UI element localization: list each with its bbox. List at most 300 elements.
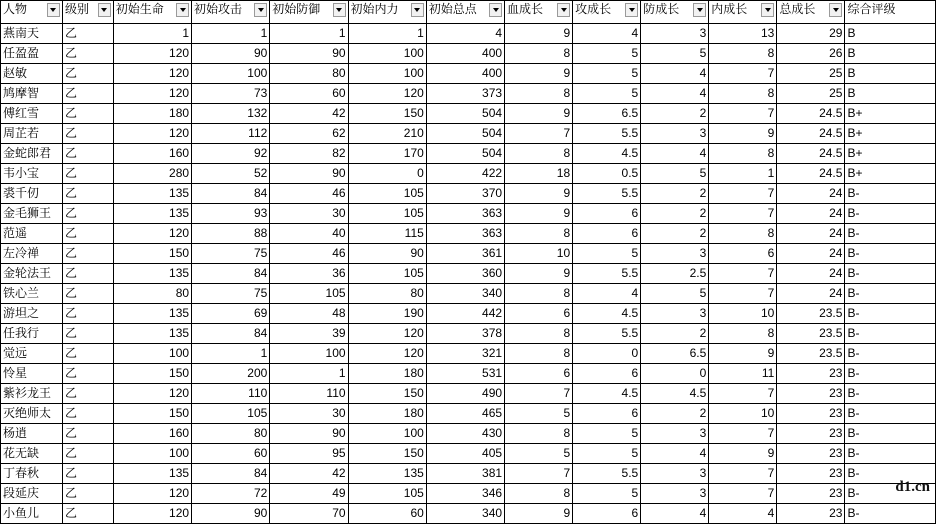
cell-inner[interactable]: 120 [348,344,426,364]
cell-defg[interactable]: 5 [641,164,709,184]
cell-name[interactable]: 任盈盈 [1,44,63,64]
cell-atkg[interactable]: 6 [573,404,641,424]
cell-hpg[interactable]: 18 [505,164,573,184]
cell-hpg[interactable]: 8 [505,84,573,104]
cell-name[interactable]: 灭绝师太 [1,404,63,424]
cell-name[interactable]: 金蛇郎君 [1,144,63,164]
table-row[interactable] [1,144,936,164]
cell-innerg[interactable]: 6 [709,244,777,264]
cell-inner[interactable]: 120 [348,324,426,344]
cell-total[interactable]: 465 [426,404,504,424]
cell-level[interactable]: 乙 [62,224,113,244]
cell-defg[interactable]: 3 [641,304,709,324]
cell-innerg[interactable]: 7 [709,384,777,404]
cell-def[interactable]: 39 [270,324,348,344]
column-header-def-growth[interactable] [641,1,709,24]
cell-rank[interactable]: B- [845,444,936,464]
cell-defg[interactable]: 3 [641,244,709,264]
cell-totalg[interactable]: 24 [777,244,845,264]
cell-atk[interactable]: 112 [192,124,270,144]
cell-totalg[interactable]: 24 [777,204,845,224]
cell-def[interactable]: 60 [270,84,348,104]
table-row[interactable] [1,444,936,464]
cell-defg[interactable]: 4 [641,144,709,164]
table-row[interactable] [1,304,936,324]
cell-hp[interactable]: 120 [113,44,191,64]
cell-defg[interactable]: 2 [641,204,709,224]
cell-hp[interactable]: 135 [113,204,191,224]
cell-atkg[interactable]: 5 [573,44,641,64]
cell-total[interactable]: 373 [426,84,504,104]
cell-hp[interactable]: 150 [113,404,191,424]
cell-atkg[interactable]: 5 [573,84,641,104]
cell-def[interactable]: 36 [270,264,348,284]
cell-def[interactable]: 49 [270,484,348,504]
cell-level[interactable]: 乙 [62,144,113,164]
cell-defg[interactable]: 3 [641,24,709,44]
cell-total[interactable]: 363 [426,204,504,224]
cell-name[interactable]: 丁春秋 [1,464,63,484]
cell-atkg[interactable]: 5 [573,444,641,464]
cell-level[interactable]: 乙 [62,44,113,64]
cell-innerg[interactable]: 8 [709,324,777,344]
cell-atk[interactable]: 90 [192,44,270,64]
cell-defg[interactable]: 2.5 [641,264,709,284]
table-row[interactable] [1,504,936,524]
cell-atk[interactable]: 200 [192,364,270,384]
cell-level[interactable]: 乙 [62,424,113,444]
cell-name[interactable]: 左冷禅 [1,244,63,264]
cell-totalg[interactable]: 23 [777,504,845,524]
cell-rank[interactable]: B- [845,204,936,224]
cell-hp[interactable]: 160 [113,144,191,164]
cell-hpg[interactable]: 9 [505,264,573,284]
cell-totalg[interactable]: 24 [777,184,845,204]
cell-atk[interactable]: 105 [192,404,270,424]
cell-totalg[interactable]: 23 [777,424,845,444]
cell-hpg[interactable]: 8 [505,484,573,504]
cell-inner[interactable]: 100 [348,44,426,64]
cell-hpg[interactable]: 8 [505,324,573,344]
table-row[interactable] [1,64,936,84]
cell-hpg[interactable]: 10 [505,244,573,264]
cell-rank[interactable]: B- [845,384,936,404]
cell-total[interactable]: 381 [426,464,504,484]
column-header-hp-growth[interactable] [505,1,573,24]
cell-rank[interactable]: B- [845,464,936,484]
cell-totalg[interactable]: 24.5 [777,104,845,124]
cell-atkg[interactable]: 6 [573,504,641,524]
filter-dropdown-icon[interactable] [47,3,60,17]
cell-inner[interactable]: 105 [348,204,426,224]
cell-hp[interactable]: 150 [113,364,191,384]
filter-dropdown-icon[interactable] [557,3,570,17]
cell-def[interactable]: 40 [270,224,348,244]
cell-total[interactable]: 405 [426,444,504,464]
cell-hp[interactable]: 180 [113,104,191,124]
cell-hpg[interactable]: 8 [505,344,573,364]
cell-atkg[interactable]: 5.5 [573,124,641,144]
cell-hp[interactable]: 100 [113,444,191,464]
cell-total[interactable]: 400 [426,64,504,84]
cell-rank[interactable]: B+ [845,164,936,184]
column-header-total-growth[interactable] [777,1,845,24]
cell-atk[interactable]: 110 [192,384,270,404]
cell-def[interactable]: 80 [270,64,348,84]
cell-level[interactable]: 乙 [62,264,113,284]
table-row[interactable] [1,104,936,124]
table-row[interactable] [1,44,936,64]
cell-rank[interactable]: B- [845,404,936,424]
cell-innerg[interactable]: 7 [709,284,777,304]
cell-innerg[interactable]: 8 [709,84,777,104]
filter-dropdown-icon[interactable] [693,3,706,17]
cell-innerg[interactable]: 7 [709,104,777,124]
cell-total[interactable]: 490 [426,384,504,404]
cell-inner[interactable]: 150 [348,384,426,404]
cell-defg[interactable]: 4 [641,444,709,464]
cell-level[interactable]: 乙 [62,64,113,84]
cell-def[interactable]: 48 [270,304,348,324]
cell-total[interactable]: 4 [426,24,504,44]
cell-defg[interactable]: 2 [641,404,709,424]
cell-innerg[interactable]: 9 [709,344,777,364]
table-row[interactable] [1,164,936,184]
cell-total[interactable]: 531 [426,364,504,384]
cell-innerg[interactable]: 8 [709,44,777,64]
cell-inner[interactable]: 100 [348,424,426,444]
cell-totalg[interactable]: 24.5 [777,164,845,184]
cell-inner[interactable]: 105 [348,264,426,284]
table-row[interactable] [1,264,936,284]
cell-atkg[interactable]: 5 [573,64,641,84]
cell-hpg[interactable]: 6 [505,364,573,384]
cell-hpg[interactable]: 9 [505,204,573,224]
cell-total[interactable]: 504 [426,144,504,164]
table-row[interactable] [1,204,936,224]
cell-totalg[interactable]: 23 [777,484,845,504]
cell-hpg[interactable]: 6 [505,304,573,324]
cell-rank[interactable]: B- [845,424,936,444]
cell-defg[interactable]: 2 [641,184,709,204]
cell-hp[interactable]: 120 [113,64,191,84]
cell-innerg[interactable]: 10 [709,404,777,424]
cell-innerg[interactable]: 9 [709,444,777,464]
cell-hp[interactable]: 120 [113,384,191,404]
cell-totalg[interactable]: 24 [777,284,845,304]
cell-name[interactable]: 裘千仞 [1,184,63,204]
cell-def[interactable]: 90 [270,164,348,184]
cell-totalg[interactable]: 25 [777,64,845,84]
cell-atk[interactable]: 93 [192,204,270,224]
table-row[interactable] [1,124,936,144]
cell-hpg[interactable]: 7 [505,464,573,484]
cell-name[interactable]: 金毛狮王 [1,204,63,224]
column-header-atk-growth[interactable] [573,1,641,24]
cell-hp[interactable]: 135 [113,324,191,344]
cell-hp[interactable]: 120 [113,504,191,524]
cell-def[interactable]: 30 [270,204,348,224]
cell-rank[interactable]: B- [845,364,936,384]
cell-hp[interactable]: 120 [113,484,191,504]
cell-hpg[interactable]: 5 [505,404,573,424]
cell-name[interactable]: 金轮法王 [1,264,63,284]
cell-name[interactable]: 觉远 [1,344,63,364]
cell-totalg[interactable]: 24 [777,224,845,244]
cell-defg[interactable]: 4 [641,504,709,524]
cell-atkg[interactable]: 4.5 [573,304,641,324]
cell-totalg[interactable]: 23.5 [777,304,845,324]
cell-innerg[interactable]: 13 [709,24,777,44]
filter-dropdown-icon[interactable] [761,3,774,17]
cell-level[interactable]: 乙 [62,364,113,384]
cell-totalg[interactable]: 23 [777,404,845,424]
cell-hpg[interactable]: 8 [505,284,573,304]
cell-inner[interactable]: 90 [348,244,426,264]
filter-dropdown-icon[interactable] [176,3,189,17]
cell-level[interactable]: 乙 [62,244,113,264]
column-header-inner[interactable] [348,1,426,24]
cell-inner[interactable]: 120 [348,84,426,104]
cell-innerg[interactable]: 7 [709,424,777,444]
cell-hpg[interactable]: 9 [505,24,573,44]
cell-level[interactable]: 乙 [62,304,113,324]
cell-rank[interactable]: B+ [845,104,936,124]
cell-totalg[interactable]: 29 [777,24,845,44]
column-header-hp[interactable] [113,1,191,24]
cell-inner[interactable]: 180 [348,404,426,424]
table-row[interactable] [1,344,936,364]
cell-hpg[interactable]: 7 [505,384,573,404]
cell-hp[interactable]: 100 [113,344,191,364]
cell-level[interactable]: 乙 [62,184,113,204]
table-row[interactable] [1,364,936,384]
cell-rank[interactable]: B+ [845,124,936,144]
cell-atkg[interactable]: 4.5 [573,384,641,404]
cell-innerg[interactable]: 7 [709,184,777,204]
cell-hpg[interactable]: 7 [505,124,573,144]
cell-total[interactable]: 400 [426,44,504,64]
cell-totalg[interactable]: 23.5 [777,344,845,364]
column-header-inner-growth[interactable] [709,1,777,24]
cell-atk[interactable]: 75 [192,284,270,304]
cell-hp[interactable]: 135 [113,264,191,284]
column-header-total[interactable] [426,1,504,24]
cell-defg[interactable]: 5 [641,44,709,64]
cell-inner[interactable]: 60 [348,504,426,524]
cell-def[interactable]: 105 [270,284,348,304]
cell-hp[interactable]: 120 [113,124,191,144]
cell-rank[interactable]: B- [845,304,936,324]
cell-hp[interactable]: 80 [113,284,191,304]
cell-level[interactable]: 乙 [62,24,113,44]
cell-level[interactable]: 乙 [62,124,113,144]
cell-total[interactable]: 363 [426,224,504,244]
cell-atk[interactable]: 132 [192,104,270,124]
cell-name[interactable]: 怜星 [1,364,63,384]
cell-rank[interactable]: B- [845,344,936,364]
cell-atk[interactable]: 84 [192,184,270,204]
cell-hp[interactable]: 150 [113,244,191,264]
cell-innerg[interactable]: 7 [709,64,777,84]
cell-name[interactable]: 铁心兰 [1,284,63,304]
cell-innerg[interactable]: 11 [709,364,777,384]
cell-innerg[interactable]: 10 [709,304,777,324]
cell-atkg[interactable]: 6 [573,364,641,384]
cell-name[interactable]: 燕南天 [1,24,63,44]
cell-name[interactable]: 任我行 [1,324,63,344]
cell-inner[interactable]: 170 [348,144,426,164]
cell-defg[interactable]: 2 [641,104,709,124]
cell-hp[interactable]: 135 [113,304,191,324]
cell-level[interactable]: 乙 [62,504,113,524]
table-row[interactable] [1,84,936,104]
cell-totalg[interactable]: 25 [777,84,845,104]
cell-inner[interactable]: 0 [348,164,426,184]
cell-def[interactable]: 110 [270,384,348,404]
cell-inner[interactable]: 190 [348,304,426,324]
cell-rank[interactable]: B- [845,284,936,304]
table-row[interactable] [1,224,936,244]
cell-total[interactable]: 442 [426,304,504,324]
cell-total[interactable]: 346 [426,484,504,504]
cell-rank[interactable]: B- [845,504,936,524]
cell-rank[interactable]: B [845,44,936,64]
cell-rank[interactable]: B- [845,484,936,504]
cell-level[interactable]: 乙 [62,324,113,344]
cell-rank[interactable]: B [845,24,936,44]
cell-innerg[interactable]: 1 [709,164,777,184]
cell-totalg[interactable]: 26 [777,44,845,64]
cell-totalg[interactable]: 23 [777,364,845,384]
cell-atkg[interactable]: 5.5 [573,324,641,344]
cell-atk[interactable]: 73 [192,84,270,104]
cell-atkg[interactable]: 5.5 [573,264,641,284]
cell-inner[interactable]: 135 [348,464,426,484]
cell-hp[interactable]: 120 [113,224,191,244]
cell-total[interactable]: 378 [426,324,504,344]
cell-def[interactable]: 90 [270,44,348,64]
cell-def[interactable]: 42 [270,464,348,484]
cell-def[interactable]: 30 [270,404,348,424]
cell-hpg[interactable]: 8 [505,424,573,444]
cell-level[interactable]: 乙 [62,204,113,224]
cell-rank[interactable]: B+ [845,144,936,164]
cell-name[interactable]: 鸠摩智 [1,84,63,104]
cell-level[interactable]: 乙 [62,384,113,404]
column-header-level[interactable] [62,1,113,24]
cell-inner[interactable]: 150 [348,104,426,124]
cell-rank[interactable]: B- [845,324,936,344]
cell-innerg[interactable]: 8 [709,224,777,244]
cell-rank[interactable]: B- [845,264,936,284]
filter-dropdown-icon[interactable] [98,3,111,17]
cell-totalg[interactable]: 23 [777,384,845,404]
cell-rank[interactable]: B [845,84,936,104]
filter-dropdown-icon[interactable] [625,3,638,17]
cell-name[interactable]: 小鱼儿 [1,504,63,524]
cell-defg[interactable]: 3 [641,464,709,484]
table-row[interactable] [1,484,936,504]
cell-name[interactable]: 傅红雪 [1,104,63,124]
cell-totalg[interactable]: 23.5 [777,324,845,344]
cell-hp[interactable]: 135 [113,184,191,204]
cell-name[interactable]: 段延庆 [1,484,63,504]
cell-defg[interactable]: 3 [641,124,709,144]
cell-atkg[interactable]: 5.5 [573,184,641,204]
cell-def[interactable]: 100 [270,344,348,364]
column-header-def[interactable] [270,1,348,24]
cell-hp[interactable]: 160 [113,424,191,444]
table-row[interactable] [1,184,936,204]
cell-atk[interactable]: 100 [192,64,270,84]
cell-totalg[interactable]: 23 [777,464,845,484]
cell-inner[interactable]: 150 [348,444,426,464]
cell-name[interactable]: 紫衫龙王 [1,384,63,404]
cell-level[interactable]: 乙 [62,164,113,184]
cell-level[interactable]: 乙 [62,104,113,124]
cell-hpg[interactable]: 9 [505,64,573,84]
cell-hpg[interactable]: 5 [505,444,573,464]
cell-atkg[interactable]: 5 [573,484,641,504]
cell-name[interactable]: 范遥 [1,224,63,244]
cell-atk[interactable]: 84 [192,324,270,344]
table-row[interactable] [1,404,936,424]
table-row[interactable] [1,424,936,444]
cell-def[interactable]: 62 [270,124,348,144]
filter-dropdown-icon[interactable] [411,3,424,17]
cell-atk[interactable]: 72 [192,484,270,504]
cell-rank[interactable]: B- [845,244,936,264]
cell-inner[interactable]: 1 [348,24,426,44]
cell-innerg[interactable]: 8 [709,144,777,164]
cell-total[interactable]: 321 [426,344,504,364]
cell-defg[interactable]: 3 [641,484,709,504]
cell-name[interactable]: 赵敏 [1,64,63,84]
cell-def[interactable]: 70 [270,504,348,524]
cell-total[interactable]: 370 [426,184,504,204]
table-row[interactable] [1,464,936,484]
cell-inner[interactable]: 105 [348,184,426,204]
cell-hpg[interactable]: 8 [505,44,573,64]
cell-level[interactable]: 乙 [62,464,113,484]
cell-hp[interactable]: 1 [113,24,191,44]
cell-inner[interactable]: 115 [348,224,426,244]
cell-atk[interactable]: 69 [192,304,270,324]
cell-defg[interactable]: 4 [641,64,709,84]
cell-atk[interactable]: 90 [192,504,270,524]
cell-defg[interactable]: 4 [641,84,709,104]
cell-hp[interactable]: 280 [113,164,191,184]
cell-total[interactable]: 340 [426,284,504,304]
cell-atk[interactable]: 1 [192,24,270,44]
cell-def[interactable]: 42 [270,104,348,124]
cell-name[interactable]: 周芷若 [1,124,63,144]
cell-name[interactable]: 游坦之 [1,304,63,324]
cell-defg[interactable]: 5 [641,284,709,304]
filter-dropdown-icon[interactable] [489,3,502,17]
cell-level[interactable]: 乙 [62,344,113,364]
cell-totalg[interactable]: 24 [777,264,845,284]
cell-atk[interactable]: 75 [192,244,270,264]
cell-rank[interactable]: B- [845,224,936,244]
cell-def[interactable]: 90 [270,424,348,444]
cell-atkg[interactable]: 6 [573,224,641,244]
cell-innerg[interactable]: 4 [709,504,777,524]
table-row[interactable] [1,324,936,344]
table-row[interactable] [1,244,936,264]
filter-dropdown-icon[interactable] [333,3,346,17]
